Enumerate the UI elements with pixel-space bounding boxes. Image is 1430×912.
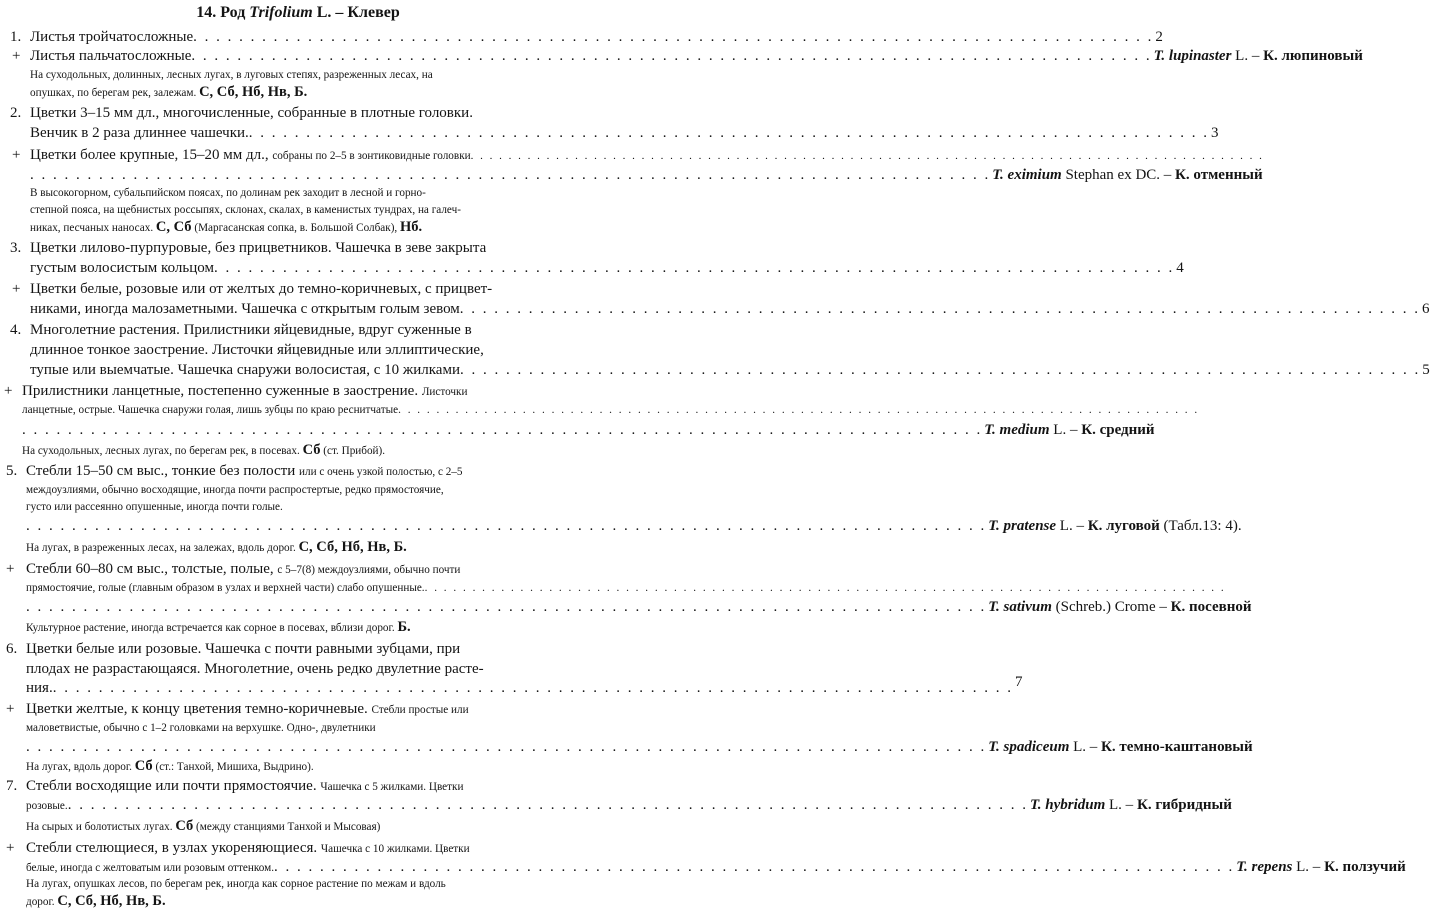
russian-name: К. гибридный (1136, 797, 1232, 813)
author: Stephan ex DC. – (1061, 167, 1176, 183)
species-name: T. repens (1236, 859, 1293, 875)
couplet-mark: + (6, 840, 15, 856)
couplet-6b-line2: маловетвистые, обычно с 1–2 головками на верхушке. Одно-, двулетники (26, 722, 376, 734)
couplet-3b: + Цветки белые, розовые или от желтых до темно-коричневых, с прицвет- (12, 281, 493, 297)
russian-name: К. средний (1081, 422, 1155, 438)
couplet-7b-line2: белые, иногда с желтоватым или розовым оттенком. . . . . . . . . . . . . . . . . . . . . . . . . . . . . . . . . . . . . . . . . . . . . . . . . . . . . . . . . . . . . . . . . . . . . . . . . . . . . . . . . . . . . T. repens L. – К. ползучий (26, 859, 1406, 875)
couplet-3a: 3. Цветки лилово-пурпуровые, без прицветников. Чашечка в зеве закрыта (10, 240, 487, 256)
russian-name: К. люпиновый (1263, 48, 1363, 64)
region-codes: С, Сб (155, 219, 192, 235)
couplet-4a-line2: длинное тонкое заострение. Листочки яйцевидные или эллиптические, (30, 342, 484, 358)
habitat-line: Культурное растение, иногда встречается как сорное в посевах, вблизи дорог. Б. (26, 619, 411, 635)
leader-dots: . . . . . . . . . . . . . . . . . . . . . . . . . . . . . . . . . . . . . . . . . . . . . . . . . . . . . . . . . . . . . . . . . . . . . . . . . . . . . . . . . . . . (30, 167, 991, 183)
region-codes: Нб. (400, 219, 423, 235)
locality-note: (между станциями Танхой и Мысовая) (196, 821, 381, 833)
region-codes: Сб (134, 758, 153, 774)
habitat-line: На лугах, в разреженных лесах, на залежах, вдоль дорог. С, Сб, Нб, Нв, Б. (26, 539, 407, 555)
couplet-2a: 2. Цветки 3–15 мм дл., многочисленные, собранные в плотные головки. (10, 105, 473, 121)
leader-dots: . . . . . . . . . . . . . . . . . . . . . . . . . . . . . . . . . . . . . . . . . . . . . . . . . . . . . . . . . . . . . . . . . . . . . . . . . . . . . . . . . . . . (459, 362, 1421, 378)
goto-number: 2 (1155, 29, 1163, 45)
habitat-line: На лугах, вдоль дорог. Сб (ст.: Танхой, Мишиха, Выдрино). (26, 758, 314, 774)
couplet-1a (0, 27, 1163, 47)
region-codes: Б. (397, 619, 411, 635)
leader-dots: . . . . . . . . . . . . . . . . . . . . . . . . . . . . . . . . . . . . . . . . . . . . . . . . . . . . . . . . . . . . . . . . . . . . . . . . . . . . . . . . . . . . (248, 125, 1210, 141)
leader-dots: . . . . . . . . . . . . . . . . . . . . . . . . . . . . . . . . . . . . . . . . . . . . . . . . . . . . . . . . . . . . . . . . . . . . . . . . . . . . . . . . . . . . (26, 599, 987, 615)
couplet-6a-line2: плодах не разрастающаяся. Многолетние, очень редко двулетние расте- (26, 661, 484, 677)
couplet-7b: + Стебли стелющиеся, в узлах укореняющиеся. Чашечка с 10 жилками. Цветки (6, 840, 470, 856)
couplet-5a: 5. Стебли 15–50 см выс., тонкие без полости или с очень узкой полостью, с 2–5 (6, 463, 463, 479)
couplet-3a-line2: густым волосистым кольцом . . . . . . . . . . . . . . . . . . . . . . . . . . . . . . . . . . . . . . . . . . . . . . . . . . . . . . . . . . . . . . . . . . . . . . . . . . . . . . . . . . . . 4 (30, 260, 1184, 276)
habitat-line: опушках, по берегам рек, залежам. С, Сб, Нб, Нв, Б. (30, 84, 308, 100)
leader-dots: . . . . . . . . . . . . . . . . . . . . . . . . . . . . . . . . . . . . . . . . . . . . . . . . . . . . . . . . . . . . . . . . . . . . . . . . . . . . . . . . . . . . (52, 680, 1013, 696)
couplet-1b-lead (30, 46, 1363, 66)
couplet-6b-name (0, 737, 1253, 757)
habitat-line: На суходольных, лесных лугах, по берегам рек, в посевах. Сб (ст. Прибой). (22, 442, 386, 458)
russian-name: К. ползучий (1324, 859, 1406, 875)
species-name: T. medium (984, 422, 1050, 438)
couplet-mark: + (6, 701, 15, 717)
habitat-line: В высокогорном, субальпийском поясах, по долинам рек заходит в лесной и горно- (30, 187, 426, 199)
couplet-7a-line2: розовые. . . . . . . . . . . . . . . . . . . . . . . . . . . . . . . . . . . . . . . . . . . . . . . . . . . . . . . . . . . . . . . . . . . . . . . . . . . . . . . . . . . . . T. hybridum L. – К. гибридный (26, 797, 1232, 813)
habitat-line: На лугах, опушках лесов, по берегам рек, иногда как сорное растение по межам и вдоль (26, 878, 446, 890)
couplet-7a: 7. Стебли восходящие или почти прямостоячие. Чашечка с 5 жилками. Цветки (6, 778, 464, 794)
couplet-4a: 4. Многолетние растения. Прилистники яйцевидные, вдруг суженные в (10, 322, 472, 338)
couplet-mark: 1. (10, 29, 22, 45)
species-name: T. sativum (988, 599, 1052, 615)
couplet-5b-name (0, 597, 1252, 617)
couplet-2a-line2: Венчик в 2 раза длиннее чашечки. . . . . . . . . . . . . . . . . . . . . . . . . . . . . . . . . . . . . . . . . . . . . . . . . . . . . . . . . . . . . . . . . . . . . . . . . . . . . . . . . . . . . 3 (30, 125, 1219, 141)
habitat-line: На суходольных, долинных, лесных лугах, в луговых степях, разреженных лесах, на (30, 69, 433, 81)
author: L. – (1292, 859, 1325, 875)
habitat-line: степной пояса, на щебнистых россыпях, склонах, скалах, в каменистых тундрах, на галеч- (30, 204, 461, 216)
couplet-5a-line2: междоузлиями, обычно восходящие, иногда почти распростертые, редко прямостоячие, (26, 484, 444, 496)
goto-number: 3 (1211, 125, 1219, 141)
habitat-line: На сырых и болотистых лугах. Сб (между станциями Танхой и Мысовая) (26, 818, 381, 834)
goto-number: 7 (1014, 674, 1023, 690)
couplet-4a-line3: тупые или выемчатые. Чашечка снаружи волосистая, с 10 жилками . . . . . . . . . . . . . . . . . . . . . . . . . . . . . . . . . . . . . . . . . . . . . . . . . . . . . . . . . . . . . . . . . . . . . . . . . . . . . . . . . . . . 5 (30, 362, 1430, 378)
couplet-1b (0, 46, 1363, 66)
species-name: T. hybridum (1029, 797, 1106, 813)
couplet-mark: 2. (10, 105, 22, 121)
couplet-1a-lead (30, 27, 1163, 47)
russian-name: К. отменный (1175, 167, 1263, 183)
couplet-mark: + (6, 561, 15, 577)
couplet-6a-line3: ния. . . . . . . . . . . . . . . . . . . . . . . . . . . . . . . . . . . . . . . . . . . . . . . . . . . . . . . . . . . . . . . . . . . . . . . . . . . . . . . . . . . . . 7 (26, 674, 1023, 696)
genus-title: 14. Род Trifolium L. – Клевер (196, 4, 400, 21)
goto-number: 6 (1422, 301, 1430, 317)
author: (Schreb.) Crome – (1051, 599, 1171, 615)
region-codes: С, Сб, Нб, Нв, Б. (298, 539, 407, 555)
couplet-5a-line3: густо или рассеянно опушенные, иногда почти голые. (26, 501, 283, 513)
goto-number: 4 (1176, 260, 1184, 276)
leader-dots: . . . . . . . . . . . . . . . . . . . . . . . . . . . . . . . . . . . . . . . . . . . . . . . . . . . . . . . . . . . . . . . . . . . . . . . . . . . . . . . . . . . . (213, 260, 1175, 276)
plate-ref: (Табл.13: 4). (1159, 518, 1242, 534)
couplet-mark: 3. (10, 240, 22, 256)
region-codes: Сб (175, 818, 194, 834)
genus-name: Trifolium (249, 4, 313, 21)
couplet-2b: + Цветки более крупные, 15–20 мм дл., собраны по 2–5 в зонтиковидные головки . . . . . . . . . . . . . . . . . . . . . . . . . . . . . . . . . . . . . . . . . . . . . . . . . . . . . . . . . . . . . . . . . . . . . . . . . . . . . . . . . . . . (0, 145, 596, 165)
locality-note: (ст. Прибой). (323, 445, 386, 457)
author: L. – (1105, 797, 1137, 813)
couplet-4b: + Прилистники ланцетные, постепенно суженные в заострение. Листочки (4, 383, 468, 399)
author: L. – (1049, 422, 1082, 438)
couplet-5b: + Стебли 60–80 см выс., толстые, полые, с 5–7(8) междоузлиями, обычно почти (6, 561, 461, 577)
russian-name: К. посевной (1170, 599, 1252, 615)
leader-dots: . . . . . . . . . . . . . . . . . . . . . . . . . . . . . . . . . . . . . . . . . . . . . . . . . . . . . . . . . . . . . . . . . . . . . . . . . . . . . . . . . . . . (459, 301, 1421, 317)
couplet-mark: 5. (6, 463, 18, 479)
couplet-mark: + (4, 383, 13, 399)
couplet-mark: 7. (6, 778, 18, 794)
couplet-5b-line2: прямостоячие, голые (главным образом в узлах и верхней части) слабо опушенные. . . . . . . . . . . . . . . . . . . . . . . . . . . . . . . . . . . . . . . . . . . . . . . . . . . . . . . . . . . . . . . . . . . . . . . . . . . . . . . . . . . . . (0, 578, 596, 598)
russian-name: К. луговой (1087, 518, 1160, 534)
habitat-line: никах, песчаных наносах. С, Сб (Маргасанская сопка, в. Большой Солбак), Нб. (30, 219, 423, 235)
couplet-mark: + (12, 48, 21, 64)
leader-dots: . . . . . . . . . . . . . . . . . . . . . . . . . . . . . . . . . . . . . . . . . . . . . . . . . . . . . . . . . . . . . . . . . . . . . . . . . . . . . . . . . . . . (274, 859, 1235, 875)
author: L. – (1056, 518, 1088, 534)
leader-dots: . . . . . . . . . . . . . . . . . . . . . . . . . . . . . . . . . . . . . . . . . . . . . . . . . . . . . . . . . . . . . . . . . . . . . . . . . . . . . . . . . . . . (398, 404, 1200, 416)
leader-dots: . . . . . . . . . . . . . . . . . . . . . . . . . . . . . . . . . . . . . . . . . . . . . . . . . . . . . . . . . . . . . . . . . . . . . . . . . . . . . . . . . . . . (22, 422, 983, 438)
author: L. – (1231, 48, 1264, 64)
antithesis-text: Листья пальчатосложные (30, 48, 192, 64)
couplet-mark: 6. (6, 641, 18, 657)
author: L. – (1069, 739, 1102, 755)
region-codes: С, Сб, Нб, Нв, Б. (57, 893, 166, 909)
couplet-3b-line2: никами, иногда малозаметными. Чашечка с открытым голым зевом . . . . . . . . . . . . . . . . . . . . . . . . . . . . . . . . . . . . . . . . . . . . . . . . . . . . . . . . . . . . . . . . . . . . . . . . . . . . . . . . . . . . 6 (30, 301, 1430, 317)
couplet-4b-name (0, 420, 1155, 440)
locality-note: (Маргасанская сопка, в. Большой Солбак), (194, 222, 398, 234)
region-codes: С, Сб, Нб, Нв, Б. (199, 84, 308, 100)
habitat-line: дорог. С, Сб, Нб, Нв, Б. (26, 893, 166, 909)
couplet-6b: + Цветки желтые, к концу цветения темно-коричневые. Стебли простые или (6, 701, 469, 717)
leader-dots: . . . . . . . . . . . . . . . . . . . . . . . . . . . . . . . . . . . . . . . . . . . . . . . . . . . . . . . . . . . . . . . . . . . . . . . . . . . . . . . . . . . . (193, 29, 1154, 45)
leader-dots: . . . . . . . . . . . . . . . . . . . . . . . . . . . . . . . . . . . . . . . . . . . . . . . . . . . . . . . . . . . . . . . . . . . . . . . . . . . . . . . . . . . . (424, 582, 1226, 594)
thesis-text: Листья тройчатосложные (30, 29, 194, 45)
russian-name: К. темно-каштановый (1101, 739, 1253, 755)
leader-dots: . . . . . . . . . . . . . . . . . . . . . . . . . . . . . . . . . . . . . . . . . . . . . . . . . . . . . . . . . . . . . . . . . . . . . . . . . . . . . . . . . . . . (191, 48, 1152, 64)
couplet-6a: 6. Цветки белые или розовые. Чашечка с почти равными зубцами, при (6, 641, 461, 657)
locality-note: (ст.: Танхой, Мишиха, Выдрино). (155, 761, 314, 773)
species-name: T. lupinaster (1153, 48, 1232, 64)
species-name: T. pratense (988, 518, 1057, 534)
couplet-mark: 4. (10, 322, 22, 338)
leader-dots: . . . . . . . . . . . . . . . . . . . . . . . . . . . . . . . . . . . . . . . . . . . . . . . . . . . . . . . . . . . . . . . . . . . . . . . . . . . . . . . . . . . . (470, 150, 1264, 162)
couplet-mark: + (12, 281, 21, 297)
species-name: T. spadiceum (988, 739, 1070, 755)
couplet-5a-name (0, 516, 1242, 536)
leader-dots: . . . . . . . . . . . . . . . . . . . . . . . . . . . . . . . . . . . . . . . . . . . . . . . . . . . . . . . . . . . . . . . . . . . . . . . . . . . . . . . . . . . . (26, 739, 987, 755)
couplet-2b-name (0, 165, 1263, 185)
couplet-4b-line2: ланцетные, острые. Чашечка снаружи голая, лишь зубцы по краю реснитчатые . . . . . . . . . . . . . . . . . . . . . . . . . . . . . . . . . . . . . . . . . . . . . . . . . . . . . . . . . . . . . . . . . . . . . . . . . . . . . . . . . . . . (0, 400, 596, 420)
leader-dots: . . . . . . . . . . . . . . . . . . . . . . . . . . . . . . . . . . . . . . . . . . . . . . . . . . . . . . . . . . . . . . . . . . . . . . . . . . . . . . . . . . . . (67, 797, 1028, 813)
leader-dots: . . . . . . . . . . . . . . . . . . . . . . . . . . . . . . . . . . . . . . . . . . . . . . . . . . . . . . . . . . . . . . . . . . . . . . . . . . . . . . . . . . . . (26, 518, 987, 534)
species-name: T. eximium (992, 167, 1062, 183)
couplet-mark: + (12, 147, 21, 163)
goto-number: 5 (1422, 362, 1430, 378)
region-codes: Сб (302, 442, 321, 458)
